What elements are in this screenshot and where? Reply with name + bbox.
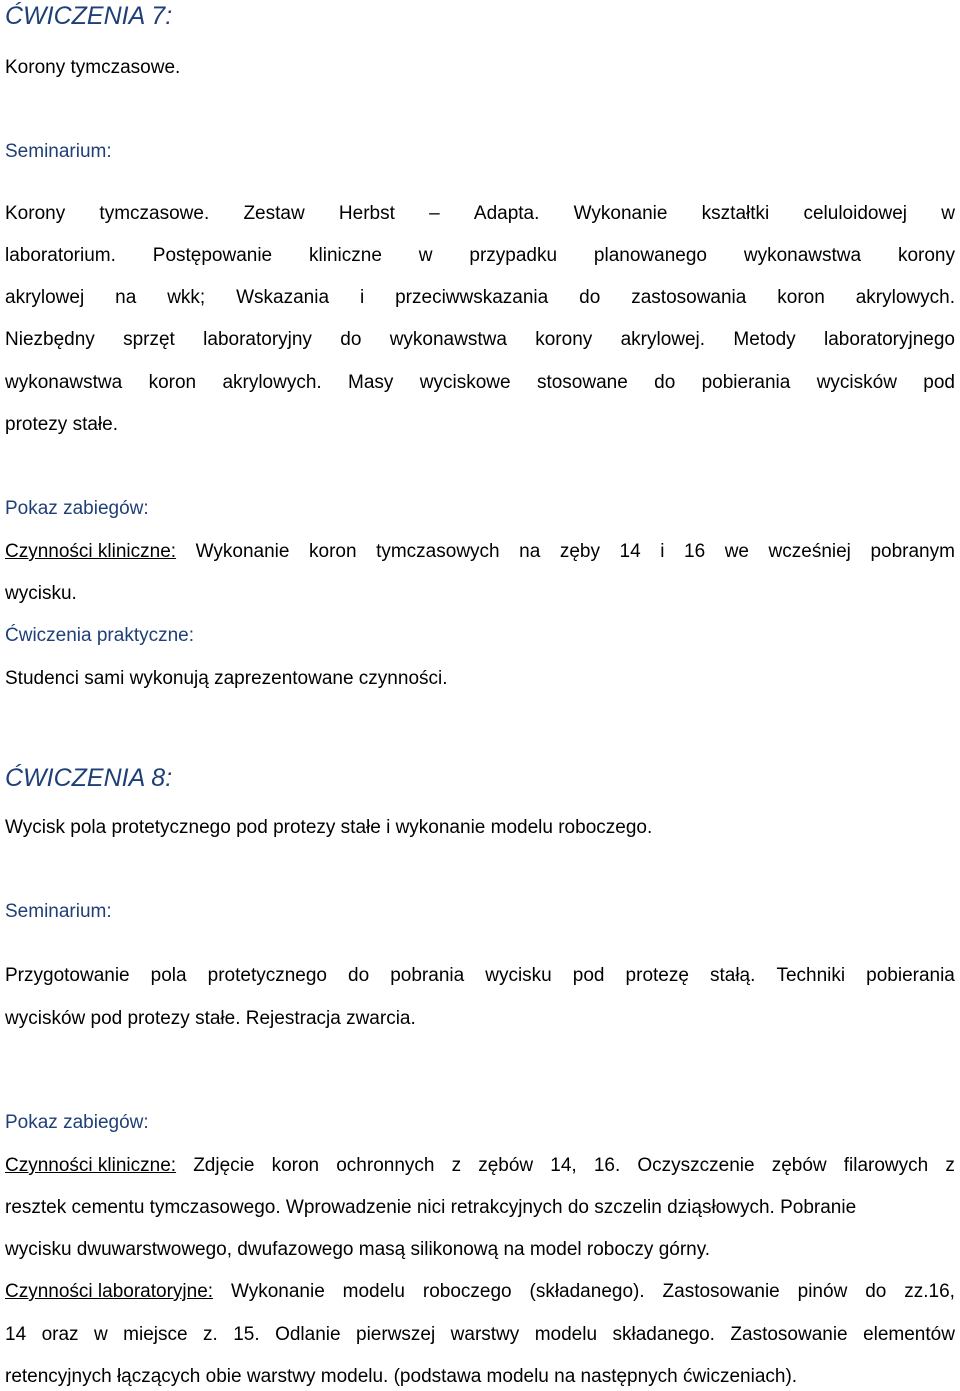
word: 16. [593, 1155, 621, 1176]
word: warstwy [450, 1324, 520, 1345]
word: tymczasowe. [99, 203, 210, 224]
word: do [340, 329, 362, 350]
section-8-subtitle: Wycisk pola protetycznego pod protezy stałe i wykonanie modelu roboczego. [5, 817, 653, 838]
section-7-practical-text: Studenci sami wykonują zaprezentowane czynności. [5, 668, 448, 689]
word: Zastosowanie [662, 1281, 780, 1302]
section-7-title: ĆWICZENIA 7: [5, 2, 173, 30]
word: wykonawstwa [389, 329, 507, 350]
section-8-clinical-line-1 [5, 1155, 955, 1177]
section-8-demo-heading: Pokaz zabiegów: [5, 1112, 149, 1133]
word: zęby [559, 541, 600, 562]
section-7-seminar-heading: Seminarium: [5, 141, 112, 162]
word: Odlanie [275, 1324, 341, 1345]
word: modelu [342, 1281, 405, 1302]
section-7-seminar-line-2 [5, 245, 955, 267]
section-7-seminar-line-6: protezy stałe. [5, 414, 118, 435]
word: zastosowania [631, 287, 747, 308]
word: pobrania [390, 965, 465, 986]
word: Techniki [776, 965, 846, 986]
word: tymczasowych [376, 541, 500, 562]
word: Oczyszczenie [637, 1155, 755, 1176]
word: pod [572, 965, 605, 986]
section-7-seminar-line-3 [5, 287, 955, 309]
section-8-seminar-heading: Seminarium: [5, 901, 112, 922]
word: 14 [619, 541, 641, 562]
word: 14, [550, 1155, 577, 1176]
word: Zestaw [243, 203, 305, 224]
word: sprzęt [123, 329, 175, 350]
word: Wykonanie [230, 1281, 325, 1302]
section-7-seminar-line-1 [5, 203, 955, 225]
word: korony [897, 245, 955, 266]
word: akrylowych. [855, 287, 955, 308]
word: korony [535, 329, 593, 350]
word: stałą. [709, 965, 756, 986]
word: we [724, 541, 749, 562]
section-8-lab-line-3: retencyjnych łączących obie warstwy modelu. (podstawa modelu na następnych ćwiczeniach). [5, 1366, 798, 1387]
word: do [579, 287, 601, 308]
word: (składanego). [529, 1281, 645, 1302]
word: do [865, 1281, 887, 1302]
word: z [945, 1155, 955, 1176]
section-7-clinical-line-1 [5, 541, 955, 563]
word: pobierania [866, 965, 955, 986]
word: wkk; [167, 287, 206, 308]
word: i [660, 541, 665, 562]
word: z. [203, 1324, 218, 1345]
word: zębów [771, 1155, 827, 1176]
section-8-lab-line-1 [5, 1281, 955, 1303]
section-7-subtitle: Korony tymczasowe. [5, 57, 181, 78]
word: filarowych [843, 1155, 929, 1176]
word: roboczego [422, 1281, 512, 1302]
word: Wskazania [236, 287, 330, 308]
word: przeciwwskazania [395, 287, 549, 308]
section-8-title: ĆWICZENIA 8: [5, 764, 173, 792]
section-7-practical-heading: Ćwiczenia praktyczne: [5, 625, 195, 646]
word: Korony [5, 203, 66, 224]
word: zębów [478, 1155, 534, 1176]
word: do [348, 965, 370, 986]
word: miejsce [123, 1324, 188, 1345]
word: kliniczne [309, 245, 382, 266]
word: celuloidowej [803, 203, 907, 224]
word: akrylowej. [620, 329, 706, 350]
word: z [451, 1155, 462, 1176]
word: przypadku [469, 245, 558, 266]
word: pinów [797, 1281, 848, 1302]
word: koron [271, 1155, 320, 1176]
word: zz.16, [904, 1281, 955, 1302]
word: protetycznego [207, 965, 327, 986]
word: laboratorium. [5, 245, 116, 266]
section-7-clinical-line-2: wycisku. [5, 583, 77, 604]
word: Wykonanie [573, 203, 668, 224]
word: Postępowanie [152, 245, 273, 266]
section-8-lab-label: Czynności laboratoryjne: [5, 1281, 214, 1302]
word: laboratoryjnego [824, 329, 955, 350]
section-7-clinical-label: Czynności kliniczne: [5, 541, 177, 562]
word: ochronnych [336, 1155, 435, 1176]
word: składanego. [612, 1324, 715, 1345]
word: Przygotowanie [5, 965, 130, 986]
word: wcześniej [768, 541, 851, 562]
word: koron [148, 372, 197, 393]
section-8-seminar-line-1 [5, 965, 955, 987]
word: w [941, 203, 955, 224]
word: w [418, 245, 433, 266]
word: pobierania [701, 372, 791, 393]
word: wykonawstwa [743, 245, 862, 266]
word: 15. [233, 1324, 260, 1345]
word: wyciskowe [419, 372, 511, 393]
word: – [429, 203, 440, 224]
word: Zastosowanie [730, 1324, 848, 1345]
word: koron [777, 287, 825, 308]
word: wykonawstwa [5, 372, 123, 393]
word: laboratoryjny [203, 329, 312, 350]
section-8-lab-line-2 [5, 1324, 955, 1346]
word: pola [150, 965, 187, 986]
word: akrylowych. [222, 372, 322, 393]
word: pierwszej [356, 1324, 436, 1345]
word: Adapta. [473, 203, 540, 224]
word: stosowane [536, 372, 628, 393]
word: oraz [41, 1324, 79, 1345]
word: koron [309, 541, 357, 562]
word: wycisku [485, 965, 552, 986]
section-8-clinical-line-2: resztek cementu tymczasowego. Wprowadzenie nici retrakcyjnych do szczelin dziąsłowych. Pobranie [5, 1197, 857, 1218]
section-7-seminar-line-5 [5, 372, 955, 394]
word: wycisków [816, 372, 897, 393]
word: w [93, 1324, 108, 1345]
section-8-clinical-line-3: wycisku dwuwarstwowego, dwufazowego masą silikonową na model roboczy górny. [5, 1239, 711, 1260]
word: Masy [348, 372, 394, 393]
word: na [519, 541, 541, 562]
word: modelu [534, 1324, 598, 1345]
word: 14 [5, 1324, 27, 1345]
word: 16 [684, 541, 706, 562]
word: akrylowej [5, 287, 85, 308]
word: pod [923, 372, 955, 393]
word: Zdjęcie [193, 1155, 255, 1176]
section-8-seminar-line-2: wycisków pod protezy stałe. Rejestracja zwarcia. [5, 1008, 416, 1029]
word: pobranym [870, 541, 955, 562]
section-8-clinical-label: Czynności kliniczne: [5, 1155, 177, 1176]
section-7-seminar-line-4 [5, 329, 955, 351]
word: Metody [733, 329, 796, 350]
word: Niezbędny [5, 329, 95, 350]
word: Wykonanie [195, 541, 290, 562]
word: i [359, 287, 365, 308]
word: kształtki [701, 203, 770, 224]
word: protezę [625, 965, 689, 986]
section-7-demo-heading: Pokaz zabiegów: [5, 498, 149, 519]
word: na [115, 287, 137, 308]
word: elementów [863, 1324, 955, 1345]
word: do [654, 372, 676, 393]
word: planowanego [593, 245, 707, 266]
word: Herbst [338, 203, 395, 224]
